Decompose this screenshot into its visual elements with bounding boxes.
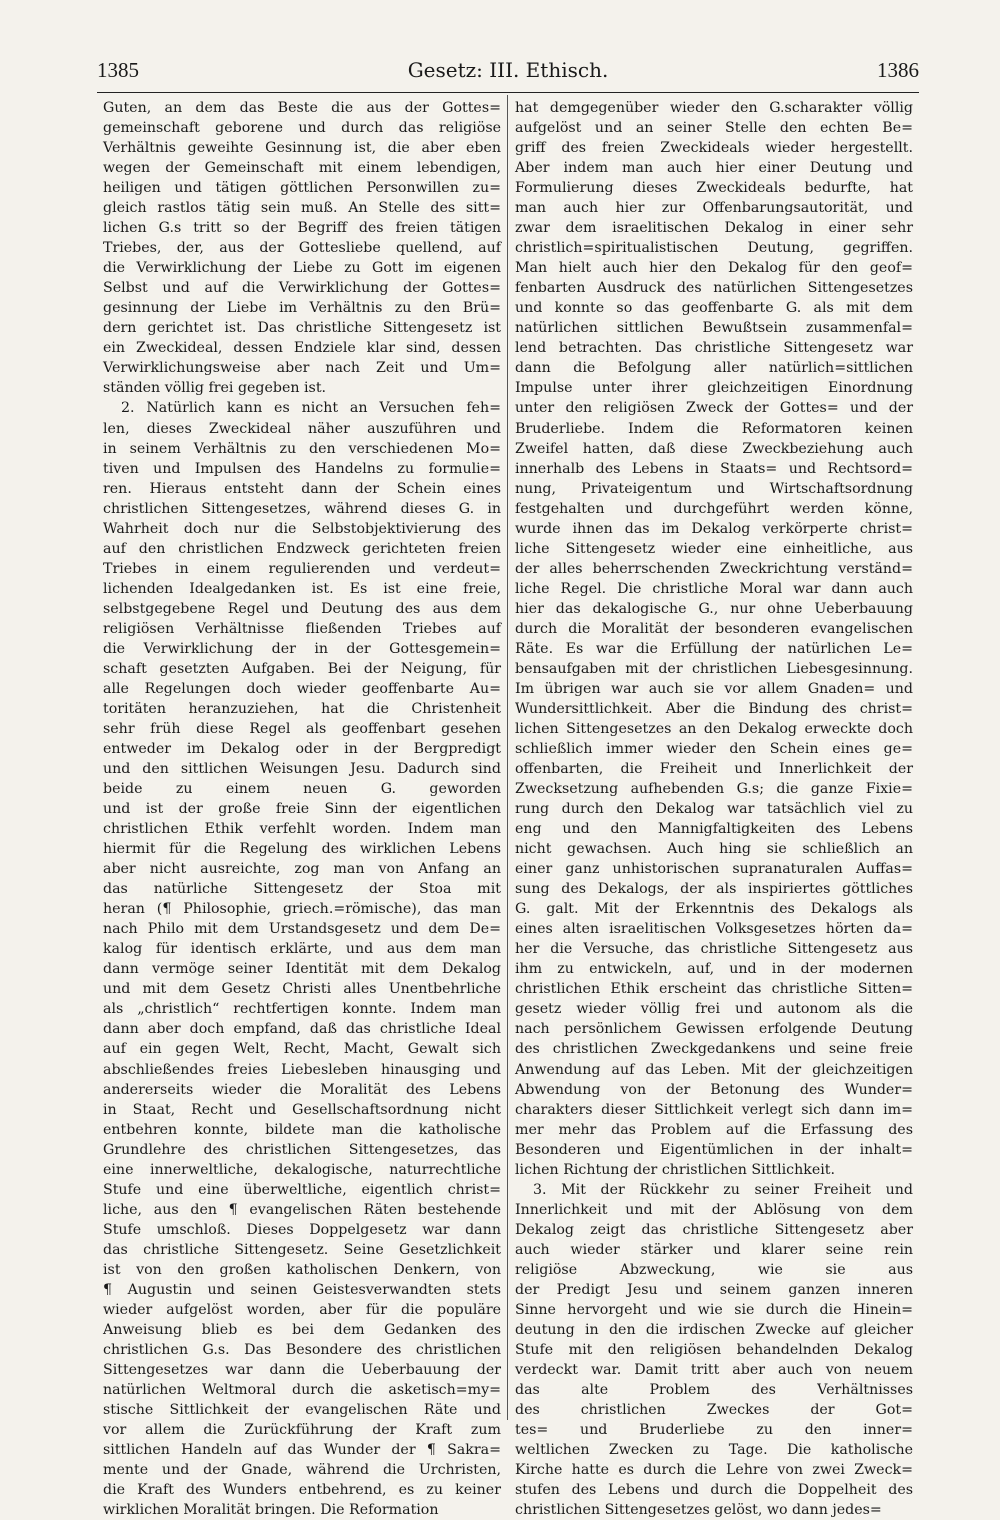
- text-line: verdeckt war. Damit tritt aber auch von neuem: [515, 1361, 913, 1378]
- text-line: offenbarten, die Freiheit und Innerlichkeit der: [515, 761, 913, 778]
- text-line: in Staat, Recht und Gesellschaftsordnung nicht: [103, 1101, 501, 1118]
- text-line: entweder im Dekalog oder in der Bergpredigt: [103, 741, 501, 757]
- text-line: ¶ Augustin und seinen Geistesverwandten stets: [103, 1281, 501, 1298]
- text-line: nicht gewachsen. Auch hing sie schließlich an: [515, 841, 913, 858]
- text-line: sittlichen Handeln auf das Wunder der ¶ Sakra=: [103, 1442, 501, 1459]
- text-line: sehr früh diese Regel als geoffenbart gesehen: [103, 720, 501, 737]
- text-line: wirklichen Moralität bringen. Die Reformation: [103, 1502, 439, 1519]
- text-line: man auch hier zur Offenbarungsautorität, und: [515, 200, 913, 217]
- text-line: der Predigt Jesu und seinem ganzen inneren: [515, 1281, 913, 1298]
- text-line: und ist der große freie Sinn der eigentlichen: [103, 801, 501, 818]
- text-line: dern gerichtet ist. Das christliche Sittengesetz ist: [103, 320, 501, 337]
- text-line: Guten, an dem das Beste die aus der Gottes=: [103, 100, 501, 116]
- text-line: innerhalb des Lebens in Staats= und Rechtsord=: [515, 460, 913, 477]
- text-line: nach persönlichem Gewissen erfolgende Deutung: [515, 1021, 913, 1038]
- text-line: Dekalog zeigt das christliche Sittengesetz aber: [515, 1221, 913, 1238]
- text-line: sung des Dekalogs, der als inspiriertes göttliches: [515, 881, 913, 898]
- text-line: dann vermöge seiner Identität mit dem Dekalog: [103, 961, 501, 978]
- text-line: Anwendung auf das Leben. Mit der gleichzeitigen: [515, 1061, 913, 1078]
- text-line: Grundlehre des christlichen Sittengesetzes, das: [103, 1141, 501, 1158]
- right-column: [515, 98, 913, 1519]
- text-line: Zweifel hatten, daß diese Zweckbeziehung auch: [515, 440, 913, 457]
- text-line: len, dieses Zweckideal näher auszuführen und: [103, 420, 501, 437]
- text-line: kalog für identisch erklärte, und aus dem man: [103, 941, 501, 958]
- page-number-right: 1386: [877, 58, 919, 82]
- text-line: Stufe umschloß. Dieses Doppelgesetz war dann: [103, 1221, 501, 1238]
- text-line: das christliche Sittengesetz. Seine Gesetzlichkeit: [103, 1241, 501, 1258]
- running-title: Gesetz: III. Ethisch.: [407, 58, 609, 82]
- text-line: christlichen Ethik erscheint das christliche Sitten=: [515, 981, 913, 998]
- text-line: schließlich immer wieder den Schein eines ge=: [515, 741, 913, 757]
- text-line: hat demgegenüber wieder den G.scharakter völlig: [515, 100, 913, 116]
- column-divider: [507, 95, 508, 1420]
- text-line: bensaufgaben mit der christlichen Liebesgesinnung.: [515, 660, 913, 677]
- text-line: Stufe und eine überweltliche, eigentlich christ=: [103, 1181, 501, 1198]
- text-line: eine innerweltliche, dekalogische, naturrechtliche: [103, 1161, 501, 1178]
- text-line: abschließendes freies Liebesleben hinausging und: [103, 1061, 501, 1078]
- text-line: durch die Moralität der besonderen evangelischen: [515, 620, 913, 637]
- text-line: Triebes in einem regulierenden und verdeut=: [103, 560, 501, 577]
- text-line: Triebes, der, aus der Gottesliebe quellend, auf: [103, 240, 501, 257]
- text-line: deutung in den die irdischen Zwecke auf gleicher: [515, 1321, 913, 1338]
- text-line: her die Versuche, das christliche Sittengesetz aus: [515, 941, 913, 958]
- text-line: lend betrachten. Das christliche Sittengesetz war: [515, 340, 913, 357]
- text-line: schaft gesetzten Aufgaben. Bei der Neigung, für: [103, 660, 501, 677]
- text-line: lichenden Idealgedanken ist. Es ist eine freie,: [103, 580, 501, 597]
- text-line: lichen G.s tritt so der Begriff des freien tätigen: [103, 220, 501, 237]
- text-line: wurde ihnen das im Dekalog verkörperte christ=: [515, 520, 913, 537]
- text-line: und konnte so das geoffenbarte G. als mit dem: [515, 300, 913, 317]
- text-line: gleich rastlos tätig sein muß. An Stelle des sitt=: [103, 200, 501, 217]
- text-line: eng und den Mannigfaltigkeiten des Lebens: [515, 821, 913, 838]
- text-line: Innerlichkeit und mit der Ablösung von dem: [515, 1201, 913, 1218]
- text-line: nung, Privateigentum und Wirtschaftsordnung: [515, 480, 913, 497]
- text-line: selbstgegebene Regel und Deutung des aus dem: [103, 600, 501, 617]
- text-line: christlichen Sittengesetzes, während dieses G. in: [103, 500, 501, 517]
- text-line: Impulse unter ihrer gleichzeitigen Einordnung: [515, 380, 913, 397]
- text-line: ihm zu entwickeln, auf, und in der modernen: [515, 961, 913, 978]
- text-line: die Verwirklichung der in der Gottesgemein=: [103, 640, 501, 657]
- text-line: vor allem die Zurückführung der Kraft zum: [103, 1422, 501, 1439]
- text-line: christlichen G.s. Das Besondere des christlichen: [103, 1341, 501, 1358]
- text-line: Besonderen und Eigentümlichen in der inhalt=: [515, 1141, 913, 1158]
- text-line: christlichen Sittengesetzes gelöst, wo dann jedes=: [515, 1502, 882, 1519]
- text-line: auf ein gegen Welt, Recht, Macht, Gewalt sich: [103, 1041, 501, 1058]
- text-line: natürlichen Weltmoral durch die asketisch=my=: [103, 1382, 501, 1398]
- text-line: griff des freien Zweckideals wieder hergestellt.: [515, 140, 913, 157]
- text-line: gesinnung der Liebe im Verhältnis zu den Brü=: [103, 300, 501, 317]
- text-line: G. galt. Mit der Erkenntnis des Dekalogs als: [515, 901, 913, 918]
- text-line: christlichen Ethik verfehlt worden. Indem man: [103, 821, 501, 838]
- text-line: 3. Mit der Rückkehr zu seiner Freiheit und: [533, 1181, 913, 1198]
- text-line: die Verwirklichung der Liebe zu Gott im eigenen: [103, 260, 501, 277]
- text-line: hiermit für die Regelung des wirklichen Lebens: [103, 841, 501, 858]
- text-line: Anweisung blieb es bei dem Gedanken des: [103, 1321, 501, 1338]
- text-line: Sittengesetzes war dann die Ueberbauung der: [103, 1361, 501, 1378]
- text-line: als „christlich“ rechtfertigen konnte. Indem man: [103, 1001, 501, 1018]
- text-line: nach Philo mit dem Urstandsgesetz und dem De=: [103, 921, 501, 938]
- text-line: Kirche hatte es durch die Lehre von zwei Zweck=: [515, 1462, 913, 1479]
- text-line: des christlichen Zweckes der Got=: [515, 1402, 913, 1419]
- text-line: entbehren konnte, bildete man die katholische: [103, 1121, 501, 1138]
- text-line: dann die Befolgung aller natürlich=sittlichen: [515, 360, 913, 377]
- text-line: Verwirklichungsweise aber nach Zeit und Um=: [103, 360, 501, 377]
- text-line: wieder aufgelöst worden, aber für die populäre: [103, 1301, 501, 1318]
- text-line: zwar dem israelitischen Dekalog in einer sehr: [515, 220, 913, 237]
- text-line: eines alten israelitischen Volksgesetzes hörten da=: [515, 921, 913, 938]
- text-line: Abwendung von der Betonung des Wunder=: [515, 1081, 913, 1098]
- text-line: fenbarten Ausdruck des natürlichen Sittengesetzes: [515, 280, 913, 297]
- text-line: ist von den großen katholischen Denkern, von: [103, 1261, 501, 1278]
- text-line: liche Regel. Die christliche Moral war dann auch: [515, 580, 913, 597]
- text-line: tiven und Impulsen des Handelns zu formulie=: [103, 460, 501, 477]
- text-line: gesetz wieder völlig frei und autonom als die: [515, 1001, 913, 1018]
- text-line: Zwecksetzung aufhebenden G.s; die ganze Fixie=: [515, 781, 913, 798]
- text-line: mente und der Gnade, während die Urchristen,: [103, 1462, 501, 1479]
- running-header: [97, 58, 919, 93]
- text-line: Verhältnis geweihte Gesinnung ist, die aber eben: [103, 140, 501, 157]
- text-line: stufen des Lebens und durch die Doppelheit des: [515, 1482, 913, 1499]
- text-line: mer mehr das Problem auf die Erfassung des: [515, 1121, 913, 1138]
- text-line: das natürliche Sittengesetz der Stoa mit: [103, 881, 501, 898]
- text-line: charakters dieser Sittlichkeit verlegt sich dann im=: [515, 1101, 913, 1118]
- text-line: wegen der Gemeinschaft mit einem lebendigen,: [103, 160, 501, 177]
- text-line: der alles beherrschenden Zweckrichtung verständ=: [515, 560, 913, 577]
- text-line: heiligen und tätigen göttlichen Personwillen zu=: [103, 180, 501, 197]
- text-line: lichen Richtung der christlichen Sittlichkeit.: [515, 1161, 835, 1178]
- text-line: hier das dekalogische G., nur ohne Ueberbauung: [515, 600, 913, 617]
- text-line: festgehalten und durchgeführt werden könne,: [515, 500, 913, 517]
- page-number-left: 1385: [97, 58, 139, 82]
- text-line: Wundersittlichkeit. Aber die Bindung des christ=: [515, 700, 913, 717]
- text-line: andererseits wieder die Moralität des Lebens: [103, 1081, 501, 1098]
- text-line: christlich=spiritualistischen Deutung, gegriffen.: [515, 240, 913, 257]
- text-line: liche, aus den ¶ evangelischen Räten bestehende: [103, 1201, 501, 1218]
- text-line: 2. Natürlich kann es nicht an Versuchen feh=: [121, 400, 501, 417]
- text-line: unter den religiösen Zweck der Gottes= und der: [515, 400, 913, 417]
- text-line: weltlichen Zwecken zu Tage. Die katholische: [515, 1442, 913, 1459]
- text-line: religiöse Abzweckung, wie sie aus: [515, 1261, 913, 1278]
- text-line: rung durch den Dekalog war tatsächlich viel zu: [515, 801, 913, 818]
- text-line: dann aber doch empfand, daß das christliche Ideal: [103, 1021, 501, 1038]
- text-line: Aber indem man auch hier einer Deutung und: [515, 160, 913, 177]
- text-line: Im übrigen war auch sie vor allem Gnaden= und: [515, 680, 913, 697]
- text-line: ständen völlig frei gegeben ist.: [103, 380, 327, 397]
- text-line: und mit dem Gesetz Christi alles Unentbehrliche: [103, 981, 501, 998]
- text-line: tes= und Bruderliebe zu den inner=: [515, 1422, 913, 1439]
- text-line: ren. Hieraus entsteht dann der Schein eines: [103, 480, 501, 497]
- text-line: gemeinschaft geborene und durch das religiöse: [103, 120, 501, 137]
- text-line: Wahrheit doch nur die Selbstobjektivierung des: [103, 520, 501, 537]
- text-line: Man hielt auch hier den Dekalog für den geof=: [515, 260, 913, 277]
- left-column: [103, 98, 501, 1519]
- text-line: stische Sittlichkeit der evangelischen Räte und: [103, 1402, 501, 1419]
- text-line: das alte Problem des Verhältnisses: [515, 1382, 913, 1398]
- text-line: Sinne hervorgeht und wie sie durch die Hinein=: [515, 1301, 913, 1318]
- text-line: auf den christlichen Endzweck gerichteten freien: [103, 540, 501, 557]
- text-line: lichen Sittengesetzes an den Dekalog erweckte doch: [515, 720, 913, 737]
- text-line: Formulierung dieses Zweckideals bedurfte, hat: [515, 180, 913, 197]
- text-line: Selbst und auf die Verwirklichung der Gottes=: [103, 280, 501, 297]
- text-line: aufgelöst und an seiner Stelle den echten Be=: [515, 120, 913, 137]
- text-line: Räte. Es war die Erfüllung der natürlichen Le=: [515, 640, 913, 657]
- text-line: einer ganz unhistorischen supranaturalen Auffas=: [515, 861, 913, 878]
- text-line: des christlichen Zweckgedankens und seine freie: [515, 1041, 913, 1058]
- text-line: Stufe mit den religiösen behandelnden Dekalog: [515, 1341, 913, 1358]
- text-line: beide zu einem neuen G. geworden: [103, 781, 501, 798]
- text-line: die Kraft des Wunders entbehrend, es zu keiner: [103, 1482, 501, 1499]
- text-line: und den sittlichen Weisungen Jesu. Dadurch sind: [103, 761, 501, 778]
- text-line: Bruderliebe. Indem die Reformatoren keinen: [515, 420, 913, 437]
- text-line: ein Zweckideal, dessen Endziele klar sind, dessen: [103, 340, 501, 357]
- text-line: in seinem Verhältnis zu den verschiedenen Mo=: [103, 440, 501, 457]
- text-line: auch wieder stärker und klarer seine rein: [515, 1241, 913, 1258]
- text-line: liche Sittengesetz wieder eine einheitliche, aus: [515, 540, 913, 557]
- text-line: alle Regelungen doch wieder geoffenbarte Au=: [103, 680, 501, 697]
- text-line: natürlichen sittlichen Bewußtsein zusammenfal=: [515, 320, 913, 337]
- text-line: toritäten heranzuziehen, hat die Christenheit: [103, 700, 501, 717]
- text-line: religiösen Verhältnisse fließenden Triebes auf: [103, 620, 501, 637]
- text-line: heran (¶ Philosophie, griech.=römische), das man: [103, 901, 501, 918]
- text-line: aber nicht ausreichte, zog man von Anfang an: [103, 861, 501, 878]
